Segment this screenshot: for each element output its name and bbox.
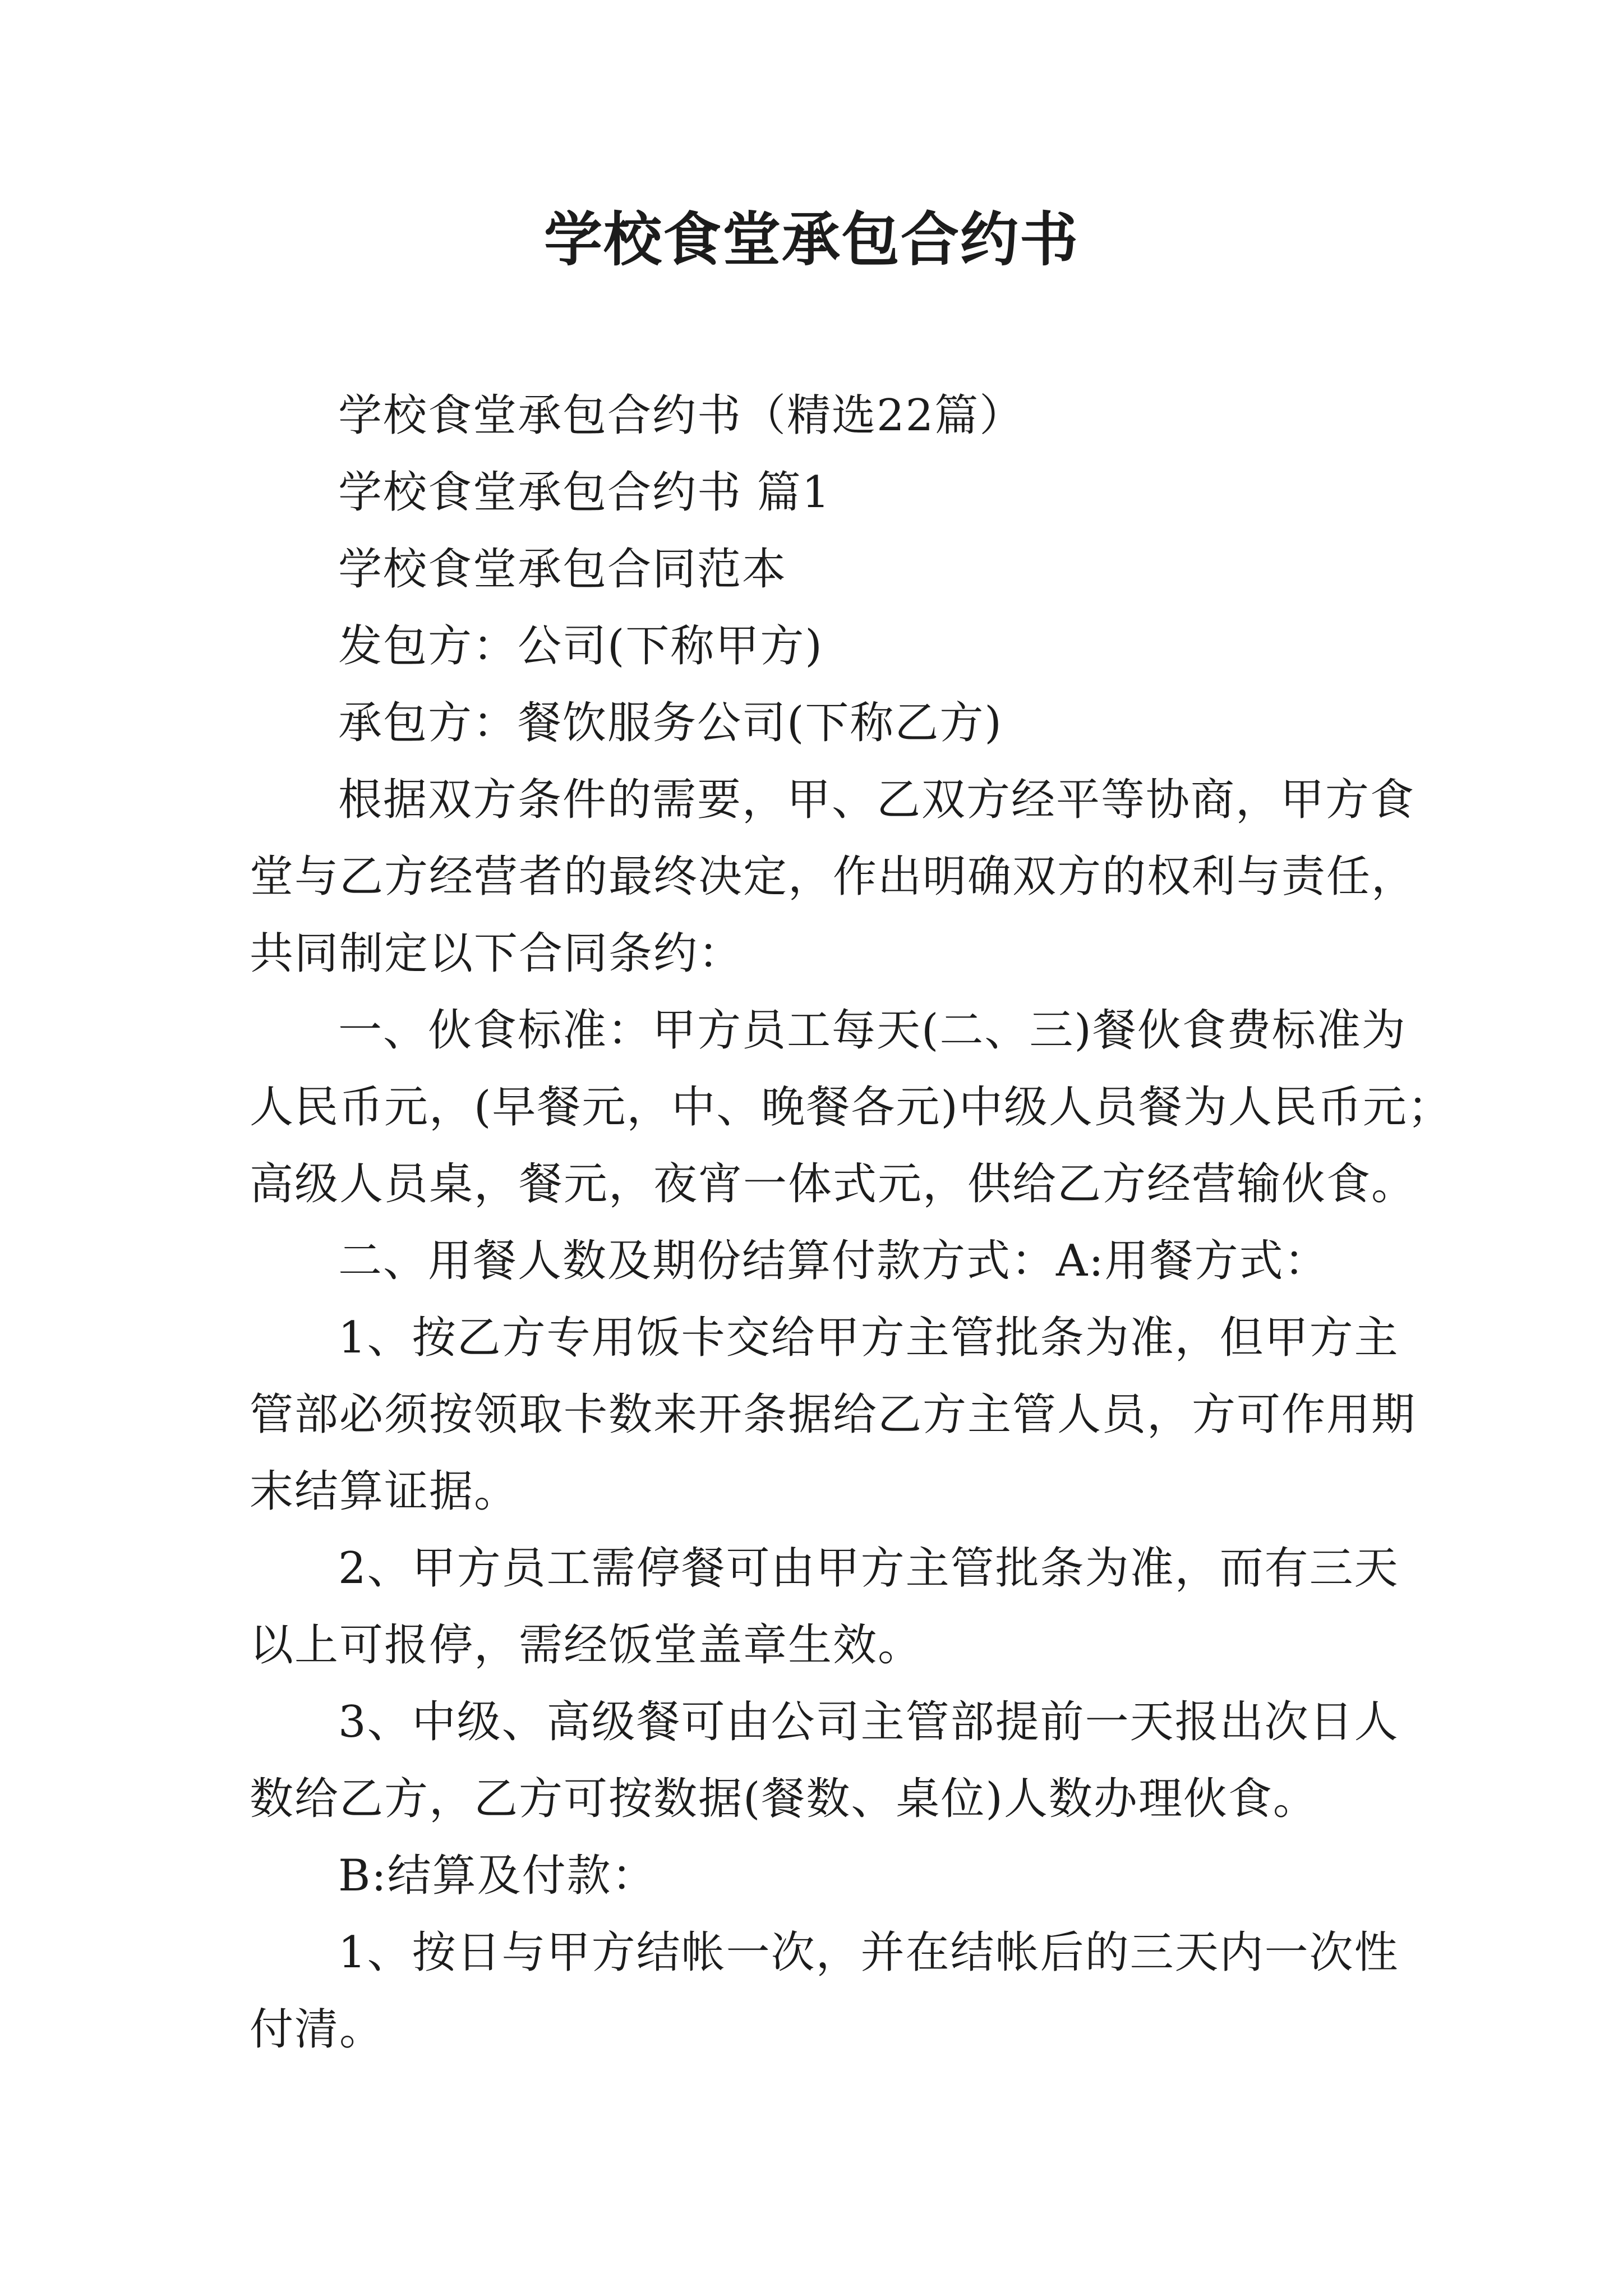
paragraph bbox=[250, 685, 1596, 762]
paragraph-line: 堂与乙方经营者的最终决定，作出明确双方的权利与责任， bbox=[250, 852, 1417, 902]
paragraph-line: 1、按日与甲方结帐一次，并在结帐后的三天内一次性 bbox=[338, 1927, 1399, 1978]
paragraph-line: 学校食堂承包合同范本 bbox=[338, 544, 787, 595]
paragraph-line: 管部必须按领取卡数来开条据给乙方主管人员，方可作用期 bbox=[250, 1389, 1417, 1440]
paragraph bbox=[250, 378, 1596, 454]
paragraph bbox=[250, 1530, 1596, 1684]
paragraph-line: 以上可报停，需经饭堂盖章生效。 bbox=[250, 1620, 923, 1671]
paragraph-line: 学校食堂承包合约书（精选22篇） bbox=[338, 390, 1025, 441]
paragraph bbox=[250, 1915, 1596, 2068]
paragraph-line: 二、用餐人数及期份结算付款方式：A:用餐方式： bbox=[338, 1236, 1329, 1286]
paragraph-line: 一、伙食标准：甲方员工每天(二、三)餐伙食费标准为 bbox=[338, 1005, 1407, 1056]
paragraph bbox=[250, 1223, 1596, 1300]
paragraph-line: 3、中级、高级餐可由公司主管部提前一天报出次日人 bbox=[338, 1697, 1399, 1747]
paragraph-line: 根据双方条件的需要，甲、乙双方经平等协商，甲方食 bbox=[338, 775, 1415, 825]
paragraph-line: B:结算及付款： bbox=[338, 1851, 657, 1901]
paragraph bbox=[250, 1838, 1596, 1915]
document-title: 学校食堂承包合约书 bbox=[543, 205, 1079, 274]
paragraph bbox=[250, 608, 1596, 685]
paragraph-line: 承包方：餐饮服务公司(下称乙方) bbox=[338, 698, 1003, 748]
paragraph bbox=[250, 992, 1596, 1223]
paragraph-line: 末结算证据。 bbox=[250, 1466, 519, 1517]
paragraph-line: 数给乙方，乙方可按数据(餐数、桌位)人数办理伙食。 bbox=[250, 1774, 1318, 1824]
paragraph-line: 高级人员桌，餐元，夜宵一体式元，供给乙方经营输伙食。 bbox=[250, 1159, 1417, 1209]
paragraph-line: 人民币元，(早餐元，中、晚餐各元)中级人员餐为人民币元； bbox=[250, 1082, 1453, 1133]
paragraph-line: 共同制定以下合同条约： bbox=[250, 928, 744, 979]
paragraph bbox=[250, 1300, 1596, 1530]
paragraph bbox=[250, 1684, 1596, 1838]
paragraph-line: 1、按乙方专用饭卡交给甲方主管批条为准，但甲方主 bbox=[338, 1313, 1399, 1363]
document-body bbox=[250, 378, 1596, 2068]
paragraph-line: 2、甲方员工需停餐可由甲方主管批条为准，而有三天 bbox=[338, 1543, 1399, 1594]
paragraph-line: 学校食堂承包合约书 篇1 bbox=[338, 467, 831, 518]
paragraph-line: 发包方：公司(下称甲方) bbox=[338, 621, 823, 671]
paragraph bbox=[250, 531, 1596, 608]
paragraph bbox=[250, 762, 1596, 992]
paragraph-line: 付清。 bbox=[250, 2004, 385, 2055]
paragraph bbox=[250, 454, 1596, 531]
